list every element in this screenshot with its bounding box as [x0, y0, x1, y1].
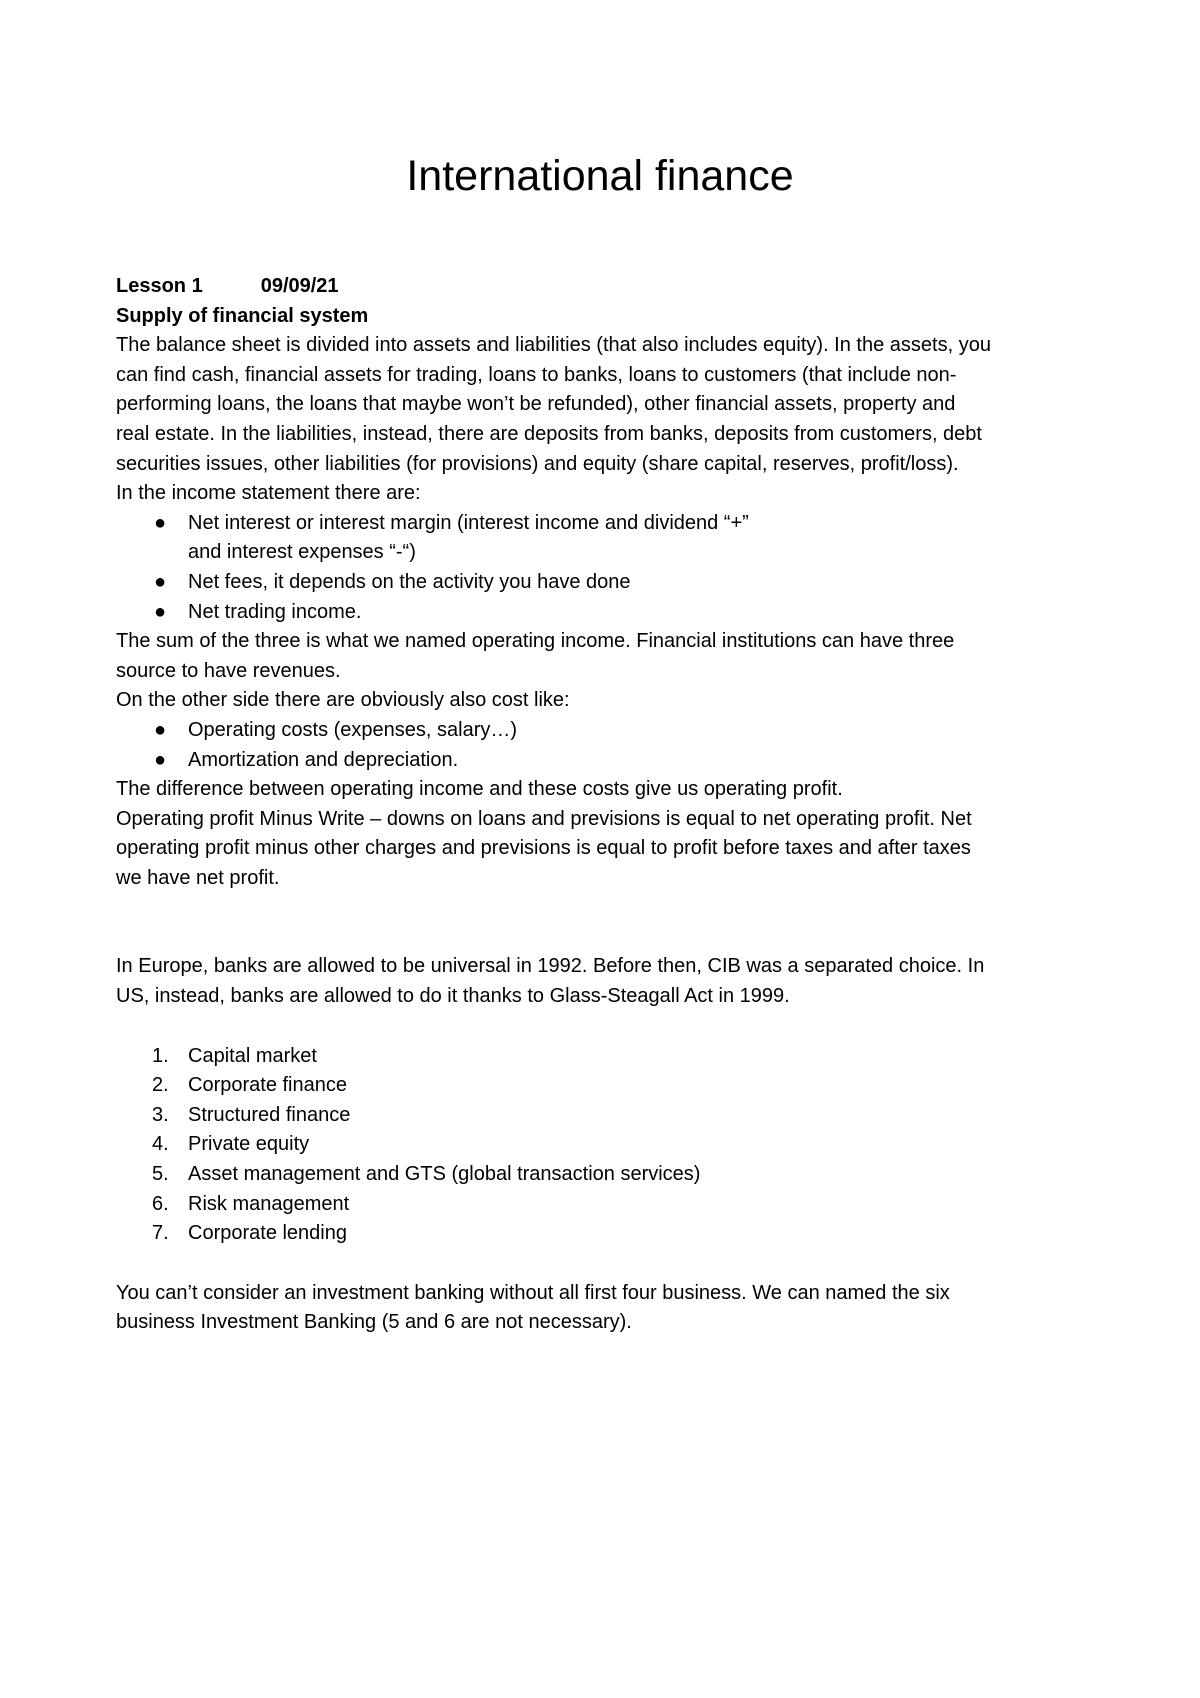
- spacer: [116, 1249, 1096, 1279]
- cost-bullet-list: [116, 716, 1096, 775]
- lesson-label: Lesson 1: [116, 275, 203, 297]
- bullet-icon: ●: [154, 600, 167, 623]
- paragraph-line: The balance sheet is divided into assets and liabilities (that also includes equity). In the assets, you: [116, 334, 991, 357]
- list-item-text: Structured finance: [188, 1103, 351, 1126]
- document-body: [116, 272, 1096, 1338]
- paragraph-line: In Europe, banks are allowed to be universal in 1992. Before then, CIB was a separated choice. In: [116, 955, 985, 978]
- list-item: [116, 1042, 1096, 1072]
- list-item: [116, 509, 1096, 568]
- paragraph-line: business Investment Banking (5 and 6 are not necessary).: [116, 1311, 632, 1334]
- operating-profit-paragraph: [116, 775, 1096, 893]
- list-item-line: Amortization and depreciation.: [188, 748, 459, 771]
- list-item: [116, 746, 1096, 776]
- operating-income-paragraph: [116, 627, 1096, 716]
- bullet-icon: ●: [154, 718, 167, 741]
- list-number: 1.: [152, 1044, 169, 1067]
- paragraph-line: can find cash, financial assets for trading, loans to banks, loans to customers (that include non-: [116, 363, 957, 386]
- universal-banking-paragraph: [116, 952, 1096, 1011]
- paragraph-line: On the other side there are obviously also cost like:: [116, 689, 570, 712]
- business-numbered-list: [116, 1042, 1096, 1249]
- balance-sheet-paragraph: [116, 331, 1096, 509]
- list-number: 4.: [152, 1133, 169, 1156]
- bullet-icon: ●: [154, 511, 167, 534]
- paragraph-line: US, instead, banks are allowed to do it thanks to Glass-Steagall Act in 1999.: [116, 985, 790, 1008]
- bullet-icon: ●: [154, 570, 167, 593]
- paragraph-line: performing loans, the loans that maybe won’t be refunded), other financial assets, property and: [116, 393, 956, 416]
- lesson-date: 09/09/21: [260, 275, 339, 297]
- list-item-text: Corporate finance: [188, 1074, 347, 1097]
- list-item: [116, 1160, 1096, 1190]
- list-item-text: Private equity: [188, 1133, 310, 1156]
- list-item: [116, 716, 1096, 746]
- paragraph-line: real estate. In the liabilities, instead, there are deposits from banks, deposits from customers, debt: [116, 422, 982, 445]
- investment-banking-paragraph: [116, 1279, 1096, 1338]
- income-bullet-list: [116, 509, 1096, 627]
- bullet-icon: ●: [154, 748, 167, 771]
- list-number: 2.: [152, 1074, 169, 1097]
- list-item-line: Net interest or interest margin (interest income and dividend “+”: [188, 511, 749, 534]
- list-item: [116, 1071, 1096, 1101]
- paragraph-line: The difference between operating income and these costs give us operating profit.: [116, 778, 843, 801]
- paragraph-line: In the income statement there are:: [116, 482, 421, 505]
- spacer: [116, 1012, 1096, 1042]
- paragraph-line: operating profit minus other charges and previsions is equal to profit before taxes and after taxes: [116, 837, 971, 860]
- list-item-line: Net fees, it depends on the activity you have done: [188, 570, 631, 593]
- list-item: [116, 1219, 1096, 1249]
- list-item-line: Operating costs (expenses, salary…): [188, 718, 518, 741]
- list-item: [116, 1130, 1096, 1160]
- list-item-text: Asset management and GTS (global transaction services): [188, 1163, 701, 1186]
- paragraph-line: we have net profit.: [116, 866, 280, 889]
- paragraph-line: You can’t consider an investment banking without all first four business. We can named the six: [116, 1281, 950, 1304]
- list-item-text: Capital market: [188, 1044, 317, 1067]
- paragraph-line: The sum of the three is what we named operating income. Financial institutions can have three: [116, 630, 955, 653]
- list-item: [116, 1101, 1096, 1131]
- list-item-text: Corporate lending: [188, 1222, 347, 1245]
- list-number: 7.: [152, 1222, 169, 1245]
- list-item: [116, 568, 1096, 598]
- list-number: 6.: [152, 1192, 169, 1215]
- section-heading: Supply of financial system: [116, 304, 369, 327]
- document-title: International finance: [406, 152, 794, 200]
- list-item: [116, 598, 1096, 628]
- list-item-line: and interest expenses “-“): [188, 541, 416, 564]
- list-number: 3.: [152, 1103, 169, 1126]
- lesson-header: [116, 272, 1096, 302]
- list-number: 5.: [152, 1163, 169, 1186]
- spacer: [116, 893, 1096, 952]
- list-item-line: Net trading income.: [188, 600, 362, 623]
- paragraph-line: Operating profit Minus Write – downs on loans and previsions is equal to net operating profit. Net: [116, 807, 972, 830]
- list-item: [116, 1190, 1096, 1220]
- list-item-text: Risk management: [188, 1192, 350, 1215]
- paragraph-line: securities issues, other liabilities (for provisions) and equity (share capital, reserves, profit/loss).: [116, 452, 959, 475]
- paragraph-line: source to have revenues.: [116, 659, 341, 682]
